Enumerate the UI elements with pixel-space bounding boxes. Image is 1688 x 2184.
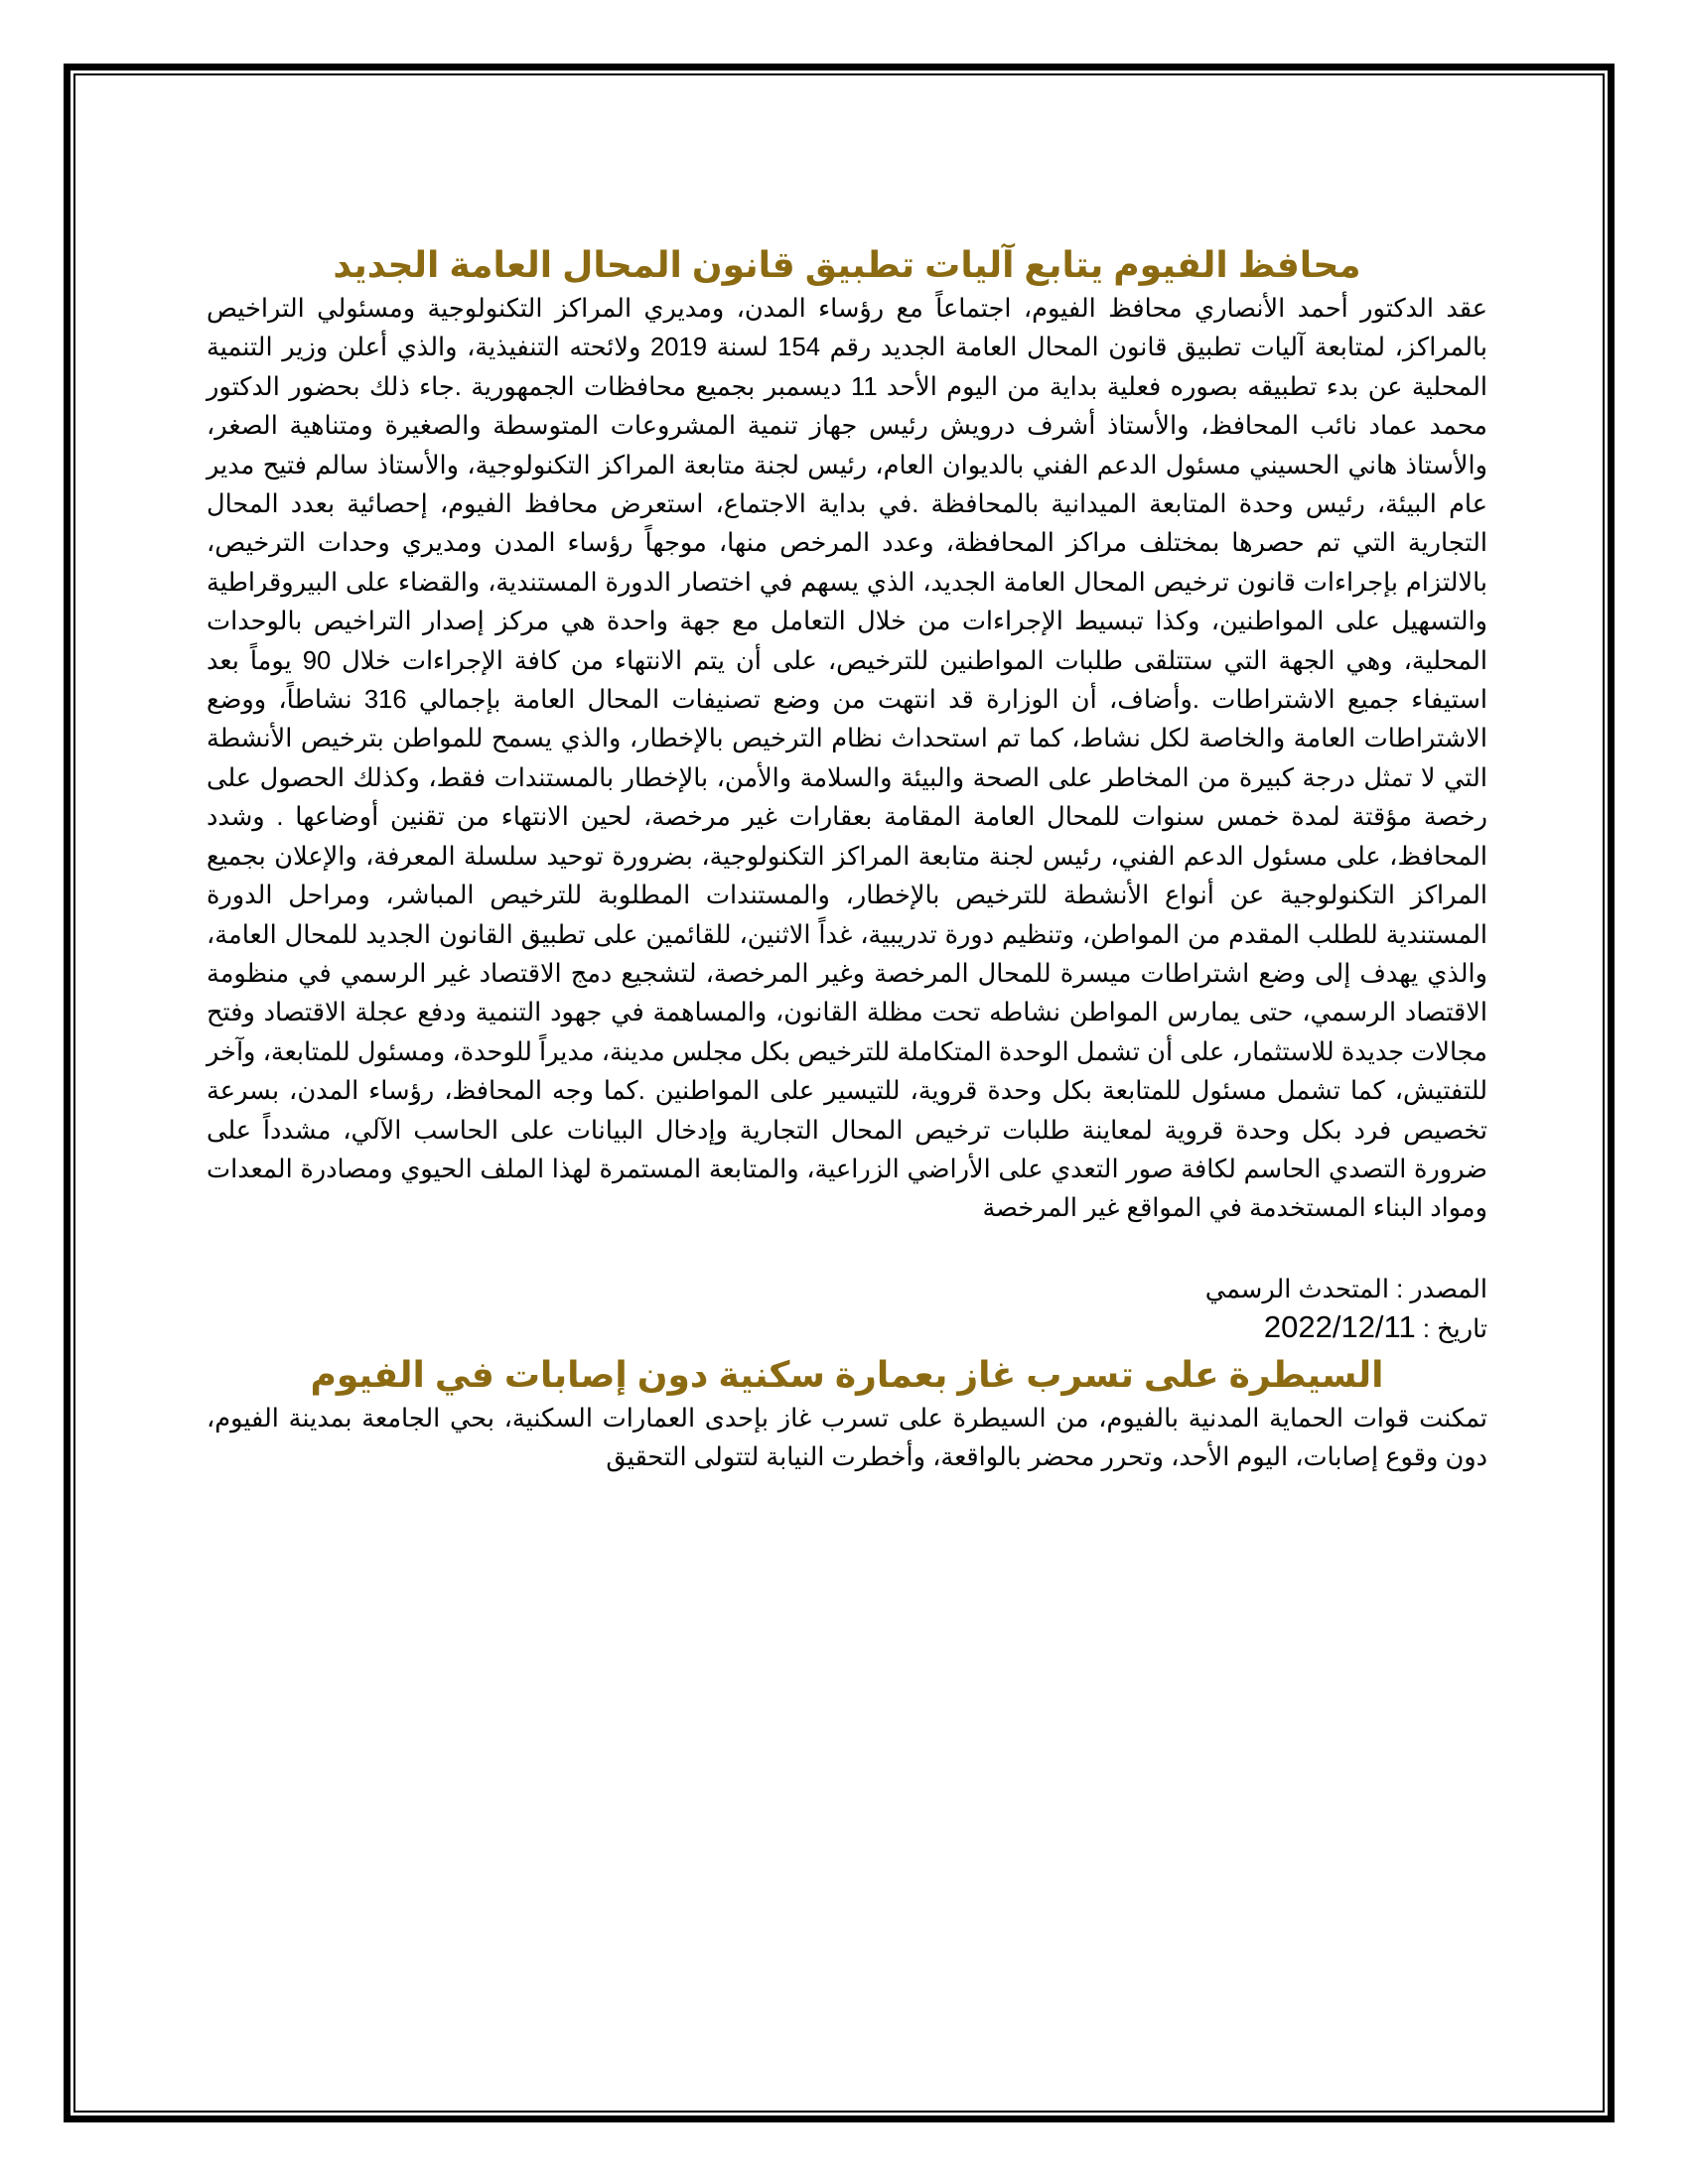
article-title: محافظ الفيوم يتابع آليات تطبيق قانون المحال العامة الجديد [333,244,1361,285]
source-label: المصدر : [1388,1275,1487,1303]
date-line [207,1308,1487,1348]
article-body: عقد الدكتور أحمد الأنصاري محافظ الفيوم، اجتماعاً مع رؤساء المدن، ومديري المراكز التكنولوجية ومسئولي التراخيص بالمراكز، لمتابعة آليات تطبيق قانون المحال العامة الجديد رقم 154 لسنة 2019 ولائحته التنفيذية، والذي أعلن وزير التنمية المحلية عن بدء تطبيقه بصوره فعلية بداية من اليوم الأحد 11 ديسمبر بجميع محافظات الجمهورية .جاء ذلك بحضور الدكتور محمد عماد نائب المحافظ، والأستاذ أشرف درويش رئيس جهاز تنمية المشروعات المتوسطة والصغيرة ومتناهية الصغر، والأستاذ هاني الحسيني مسئول الدعم الفني بالديوان العام، رئيس لجنة متابعة المراكز التكنولوجية، والأستاذ سالم فتيح مدير عام البيئة، رئيس وحدة المتابعة الميدانية بالمحافظة .في بداية الاجتماع، استعرض محافظ الفيوم، إحصائية بعدد المحال التجارية التي تم حصرها بمختلف مراكز المحافظة، وعدد المرخص منها، موجهاً رؤساء المدن ومديري وحدات الترخيص، بالالتزام بإجراءات قانون ترخيص المحال العامة الجديد، الذي يسهم في اختصار الدورة المستندية، والقضاء على البيروقراطية والتسهيل على المواطنين، وكذا تبسيط الإجراءات من خلال التعامل مع جهة واحدة هي مركز إصدار التراخيص بالوحدات المحلية، وهي الجهة التي ستتلقى طلبات المواطنين للترخيص، على أن يتم الانتهاء من كافة الإجراءات خلال 90 يوماً بعد استيفاء جميع الاشتراطات .وأضاف، أن الوزارة قد انتهت من وضع تصنيفات المحال العامة بإجمالي 316 نشاطاً، ووضع الاشتراطات العامة والخاصة لكل نشاط، كما تم استحداث نظام الترخيص بالإخطار، والذي يسمح للمواطن بترخيص الأنشطة التي لا تمثل درجة كبيرة من المخاطر على الصحة والبيئة والسلامة والأمن، بالإخطار بالمستندات فقط، وكذلك الحصول على رخصة مؤقتة لمدة خمس سنوات للمحال العامة المقامة بعقارات غير مرخصة، لحين الانتهاء من تقنين أوضاعها . وشدد المحافظ، على مسئول الدعم الفني، رئيس لجنة متابعة المراكز التكنولوجية، بضرورة توحيد سلسلة المعرفة، والإعلان بجميع المراكز التكنولوجية عن أنواع الأنشطة للترخيص بالإخطار، والمستندات المطلوبة للترخيص المباشر، ومراحل الدورة المستندية للطلب المقدم من المواطن، وتنظيم دورة تدريبية، غداً الاثنين، للقائمين على تطبيق القانون الجديد للمحال العامة، والذي يهدف إلى وضع اشتراطات ميسرة للمحال المرخصة وغير المرخصة، لتشجيع دمج الاقتصاد غير الرسمي في منظومة الاقتصاد الرسمي، حتى يمارس المواطن نشاطه تحت مظلة القانون، والمساهمة في جهود التنمية ودفع عجلة الاقتصاد وفتح مجالات جديدة للاستثمار، على أن تشمل الوحدة المتكاملة للترخيص بكل مجلس مدينة، مديراً للوحدة، ومسئول للمتابعة، وآخر للتفتيش، كما تشمل مسئول للمتابعة بكل وحدة قروية، للتيسير على المواطنين .كما وجه المحافظ، رؤساء المدن، بسرعة تخصيص فرد بكل وحدة قروية لمعاينة طلبات ترخيص المحال التجارية وإدخال البيانات على الحاسب الآلي، مشدداً على ضرورة التصدي الحاسم لكافة صور التعدي على الأراضي الزراعية، والمتابعة المستمرة لهذا الملف الحيوي ومصادرة المعدات ومواد البناء المستخدمة في المواقع غير المرخصة [207,295,1488,1223]
second-article-body: تمكنت قوات الحماية المدنية بالفيوم، من السيطرة على تسرب غاز بإحدى العمارات السكنية، بحي الجامعة بمدينة الفيوم، دون وقوع إصابات، اليوم الأحد، وتحرر محضر بالواقعة، وأخطرت النيابة لتتولى التحقيق [207,1404,1487,1472]
source-value: المتحدث الرسمي [1204,1275,1389,1303]
date-label: تاريخ : [1415,1314,1487,1343]
section-gap [207,1229,1487,1271]
second-article-title: السيطرة على تسرب غاز بعمارة سكنية دون إصابات في الفيوم [310,1353,1384,1395]
source-line [207,1271,1487,1308]
document-content [207,242,1487,1478]
date-value: 2022/12/11 [1263,1308,1416,1344]
